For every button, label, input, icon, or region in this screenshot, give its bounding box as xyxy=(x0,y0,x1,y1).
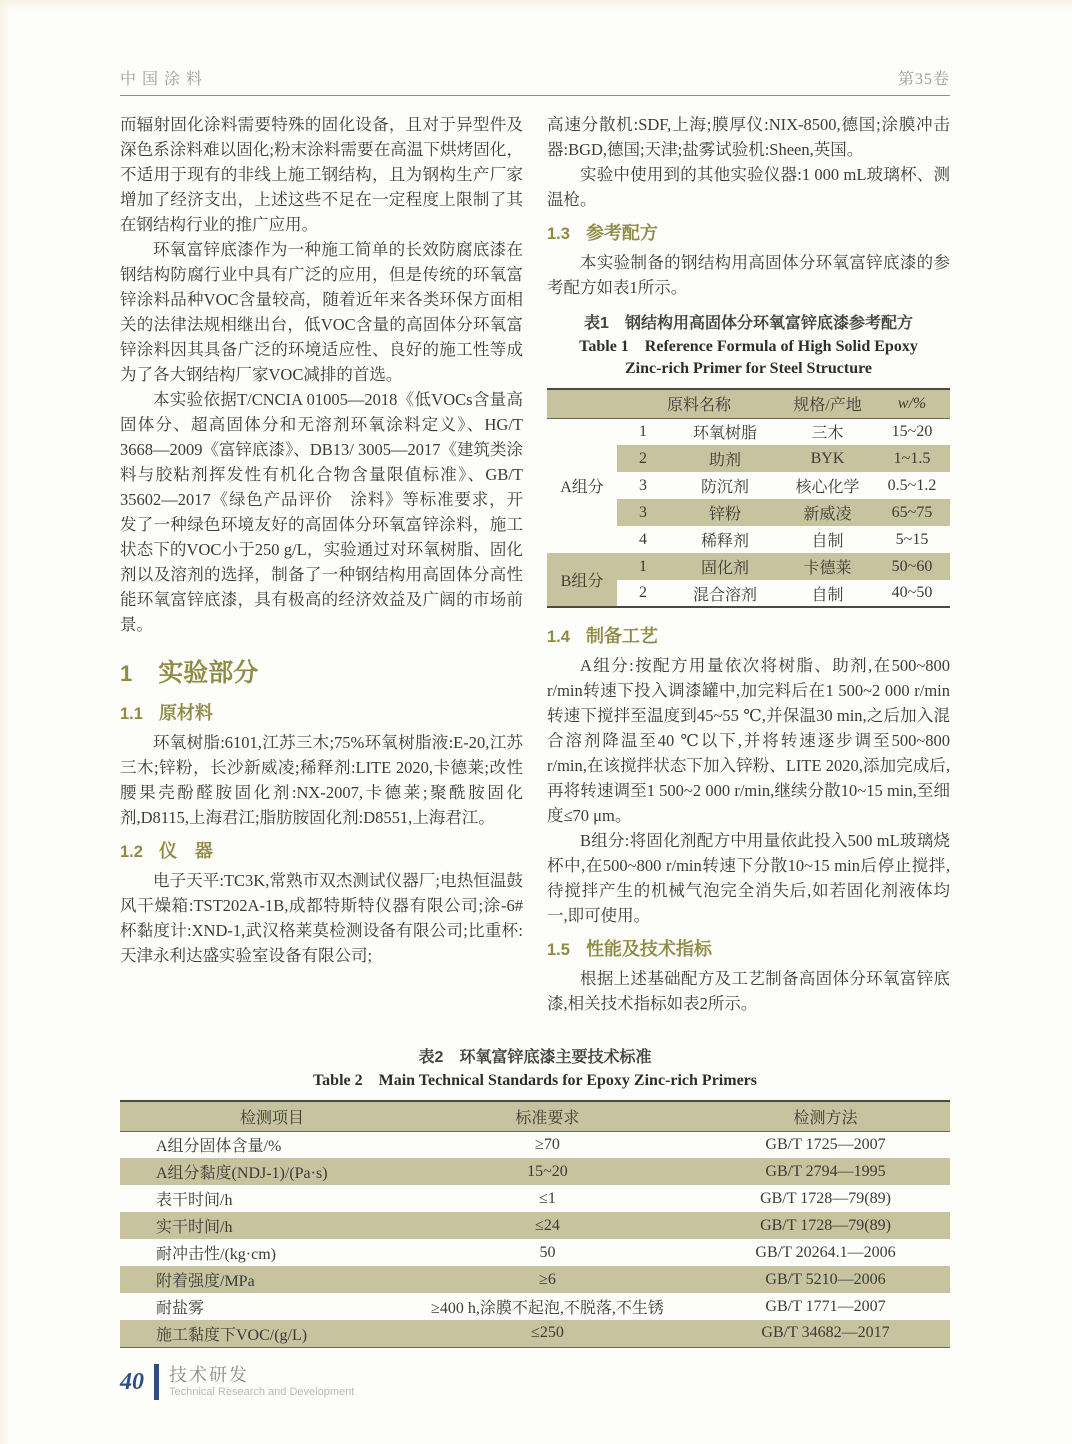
paragraph: 环氧树脂:6101,江苏三木;75%环氧树脂液:E-20,江苏三木;锌粉，长沙新威凌;稀释剂:LITE 2020,卡德莱;改性腰果壳酚醛胺固化剂:NX-2007,卡德莱;聚酰胺固化剂,D8115,上海君江;脂肪胺固化剂:D8551,上海君江。 xyxy=(120,733,523,827)
table2-header-method: 检测方法 xyxy=(701,1101,950,1131)
section-number: 1.2 xyxy=(120,843,143,861)
cell-item: A组分固体含量/% xyxy=(156,1138,282,1156)
table2-header-row xyxy=(120,1101,950,1131)
section-title: 仪 器 xyxy=(158,841,213,861)
section-number: 1.4 xyxy=(547,628,570,646)
cell-method: GB/T 1725—2007 xyxy=(765,1135,886,1153)
table-row xyxy=(547,418,950,445)
cell-item: 耐冲击性/(kg·cm) xyxy=(156,1246,276,1263)
footer-section-en: Technical Research and Development xyxy=(169,1386,355,1398)
footer-section xyxy=(169,1365,354,1399)
cell-w: 65~75 xyxy=(874,499,950,526)
paragraph: 环氧富锌底漆作为一种施工简单的长效防腐底漆在钢结构防腐行业中具有广泛的应用，但是传统的环氧富锌涂料品种VOC含量较高，随着近年来各类环保方面相关的法律法规相继出台，低VOC含量的高固体分环氧富锌涂料因其具备广泛的环境适应性、良好的施工性等成为了各大钢结构厂家VOC减排的首选。 xyxy=(120,240,523,384)
table-row xyxy=(120,1293,950,1320)
section-number: 1.1 xyxy=(120,705,143,723)
cell-req: ≤1 xyxy=(539,1189,556,1207)
running-head xyxy=(120,66,950,96)
cell-method: GB/T 20264.1—2006 xyxy=(755,1243,896,1261)
cell-req: ≥400 h,涂膜不起泡,不脱落,不生锈 xyxy=(431,1300,664,1317)
cell-w: 5~15 xyxy=(895,530,929,548)
cell-req: ≤24 xyxy=(394,1212,701,1239)
table-row xyxy=(120,1158,950,1185)
table-row xyxy=(120,1320,950,1347)
journal-title: 中国涂料 xyxy=(120,71,209,88)
paragraph: A组分:按配方用量依次将树脂、助剂,在500~800 r/min转速下投入调漆罐中,加完料后在1 500~2 000 r/min转速下搅拌至温度到45~55 ℃,并保温30 min,之后加入混合溶剂降温至40 ℃以下,并将转速逐步调至500~800 r/min,在该搅拌状态下加入锌粉、LITE 2020,添加完成后,再将转速调至1 500~2 000 r/min,继续分散10~15 min,至细度≤70 μm。 xyxy=(547,656,950,825)
cell-req: 15~20 xyxy=(394,1158,701,1185)
cell-spec: BYK xyxy=(781,445,874,472)
section-heading-1-4 xyxy=(547,622,950,648)
section-title: 参考配方 xyxy=(585,223,658,243)
cell-item: 耐盐雾 xyxy=(156,1300,205,1317)
cell-method: GB/T 1771—2007 xyxy=(765,1297,886,1315)
table2-caption-en: Table 2 Main Technical Standards for Epoxy Zinc-rich Primers xyxy=(312,1072,758,1089)
cell-method: GB/T 1728—79(89) xyxy=(701,1212,950,1239)
table-row xyxy=(120,1212,950,1239)
footer-section-cn: 技术研发 xyxy=(169,1365,249,1385)
cell-no: 2 xyxy=(617,445,669,472)
two-column-body xyxy=(120,112,950,1034)
table-row xyxy=(120,1131,950,1158)
table1-header-name: 原料名称 xyxy=(617,389,781,418)
table-row xyxy=(120,1185,950,1212)
cell-w: 40~50 xyxy=(891,584,933,601)
cell-no: 3 xyxy=(617,499,669,526)
volume-label: 第35卷 xyxy=(897,71,950,88)
section-title: 性能及技术指标 xyxy=(585,939,712,959)
right-column xyxy=(547,112,950,1034)
table1-header-group xyxy=(547,389,617,418)
cell-w: 50~60 xyxy=(874,553,950,580)
paragraph: 本实验制备的钢结构用高固体分环氧富锌底漆的参考配方如表1所示。 xyxy=(547,253,950,297)
page-number: 40 xyxy=(120,1368,144,1395)
cell-no: 2 xyxy=(639,584,647,601)
cell-no: 4 xyxy=(639,530,647,548)
table2-header-item: 检测项目 xyxy=(120,1101,394,1131)
cell-name: 固化剂 xyxy=(669,553,781,580)
cell-name: 锌粉 xyxy=(669,499,781,526)
cell-item: 表干时间/h xyxy=(156,1192,233,1209)
cell-req: ≥70 xyxy=(535,1135,560,1153)
cell-name: 稀释剂 xyxy=(700,533,749,550)
section-heading-1-5 xyxy=(547,935,950,961)
cell-method: GB/T 1728—79(89) xyxy=(760,1189,891,1207)
cell-name: 防沉剂 xyxy=(700,479,749,496)
paragraph: 实验中使用到的其他实验仪器:1 000 mL玻璃杯、测温枪。 xyxy=(547,165,950,209)
cell-spec: 自制 xyxy=(811,586,844,604)
paragraph: 本实验依据T/CNCIA 01005—2018《低VOCs含量高固体分、超高固体分和无溶剂环氧涂料定义》、HG/T 3668—2009《富锌底漆》、DB13/ 3005—2017《建筑类涂料与胶粘剂挥发性有机化合物含量限值标准》、GB/T 35602—2017《绿色产品评价 涂料》等标准要求，开发了一种绿色环境友好的高固体分环氧富锌涂料，施工状态下的VOC小于250 g/L，实验通过对环氧树脂、固化剂以及溶剂的选择，制备了一种钢结构用高固体分高性能环氧富锌底漆，具有极高的经济效益及广阔的市场前景。 xyxy=(120,390,523,634)
cell-item: 施工黏度下VOC/(g/L) xyxy=(120,1320,394,1347)
cell-req: ≥6 xyxy=(394,1266,701,1293)
table-row xyxy=(547,553,950,580)
table2-caption-cn: 表2 环氧富锌底漆主要技术标准 xyxy=(418,1049,652,1066)
cell-name: 环氧树脂 xyxy=(692,425,757,443)
table1-caption-cn: 表1 钢结构用高固体分环氧富锌底漆参考配方 xyxy=(584,315,913,332)
table2-section xyxy=(120,1034,950,1348)
cell-w: 15~20 xyxy=(891,422,933,440)
cell-no: 3 xyxy=(639,476,647,494)
table2-technical-standards xyxy=(120,1100,950,1348)
cell-no: 1 xyxy=(639,422,647,440)
cell-spec: 三木 xyxy=(811,425,844,443)
table1-reference-formula xyxy=(547,388,950,608)
section-heading-1-1 xyxy=(120,699,523,725)
paragraph: B组分:将固化剂配方中用量依此投入500 mL玻璃烧杯中,在500~800 r/min转速下分散10~15 min后停止搅拌,待搅拌产生的机械气泡完全消失后,如若固化剂液体均一,即可使用。 xyxy=(547,831,950,925)
cell-name: 混合溶剂 xyxy=(692,586,757,604)
section-title: 实验部分 xyxy=(158,659,259,687)
cell-item: 实干时间/h xyxy=(120,1212,394,1239)
section-heading-1-2 xyxy=(120,837,523,863)
paragraph: 高速分散机:SDF,上海;膜厚仪:NIX-8500,德国;涂膜冲击器:BGD,德国;天津;盐雾试验机:Sheen,英国。 xyxy=(547,115,950,159)
section-heading-1 xyxy=(120,653,523,689)
section-number: 1 xyxy=(120,661,133,686)
cell-req: ≤250 xyxy=(394,1320,701,1347)
table2-header-req: 标准要求 xyxy=(394,1101,701,1131)
cell-spec: 核心化学 xyxy=(795,479,860,496)
page-footer xyxy=(120,1364,354,1400)
table1-group-a: A组分 xyxy=(560,479,604,497)
table1-header-spec: 规格/产地 xyxy=(781,389,874,418)
cell-method: GB/T 2794—1995 xyxy=(701,1158,950,1185)
section-number: 1.3 xyxy=(547,225,570,243)
cell-spec: 新威凌 xyxy=(781,499,874,526)
section-heading-1-3 xyxy=(547,219,950,245)
section-number: 1.5 xyxy=(547,941,570,959)
table1-caption-en-line2: Zinc-rich Primer for Steel Structure xyxy=(624,360,873,377)
paragraph: 而辐射固化涂料需要特殊的固化设备，且对于异型件及深色系涂料难以固化;粉末涂料需要在高温下烘烤固化，不适用于现有的非线上施工钢结构，且为钢构生产厂家增加了经济支出，上述这些不足在一定程度上限制了其在钢结构行业的推广应用。 xyxy=(120,115,523,234)
cell-req: 50 xyxy=(539,1243,556,1261)
table-row xyxy=(120,1239,950,1266)
cell-spec: 自制 xyxy=(811,533,844,550)
cell-w: 1~1.5 xyxy=(874,445,950,472)
cell-item: A组分黏度(NDJ-1)/(Pa·s) xyxy=(120,1158,394,1185)
table1-header-w: w/% xyxy=(874,389,950,418)
cell-spec: 卡德莱 xyxy=(781,553,874,580)
paragraph: 电子天平:TC3K,常熟市双杰测试仪器厂;电热恒温鼓风干燥箱:TST202A-1B,成都特斯特仪器有限公司;涂-6#杯黏度计:XND-1,武汉格莱莫检测设备有限公司;比重杯:天津永利达盛实验室设备有限公司; xyxy=(120,871,523,965)
cell-item: 附着强度/MPa xyxy=(120,1266,394,1293)
section-title: 制备工艺 xyxy=(585,626,658,646)
table1-header-row xyxy=(547,389,950,418)
table1-group-b: B组分 xyxy=(547,553,617,607)
cell-w: 0.5~1.2 xyxy=(887,476,937,494)
left-column xyxy=(120,112,523,1034)
cell-method: GB/T 34682—2017 xyxy=(701,1320,950,1347)
footer-bar-icon xyxy=(154,1364,159,1400)
cell-name: 助剂 xyxy=(669,445,781,472)
section-title: 原材料 xyxy=(158,703,213,723)
table1-caption-en-line1: Table 1 Reference Formula of High Solid Epoxy xyxy=(579,338,918,355)
paragraph: 根据上述基础配方及工艺制备高固体分环氧富锌底漆,相关技术指标如表2所示。 xyxy=(547,969,950,1013)
cell-no: 1 xyxy=(617,553,669,580)
cell-method: GB/T 5210—2006 xyxy=(701,1266,950,1293)
table-row xyxy=(120,1266,950,1293)
